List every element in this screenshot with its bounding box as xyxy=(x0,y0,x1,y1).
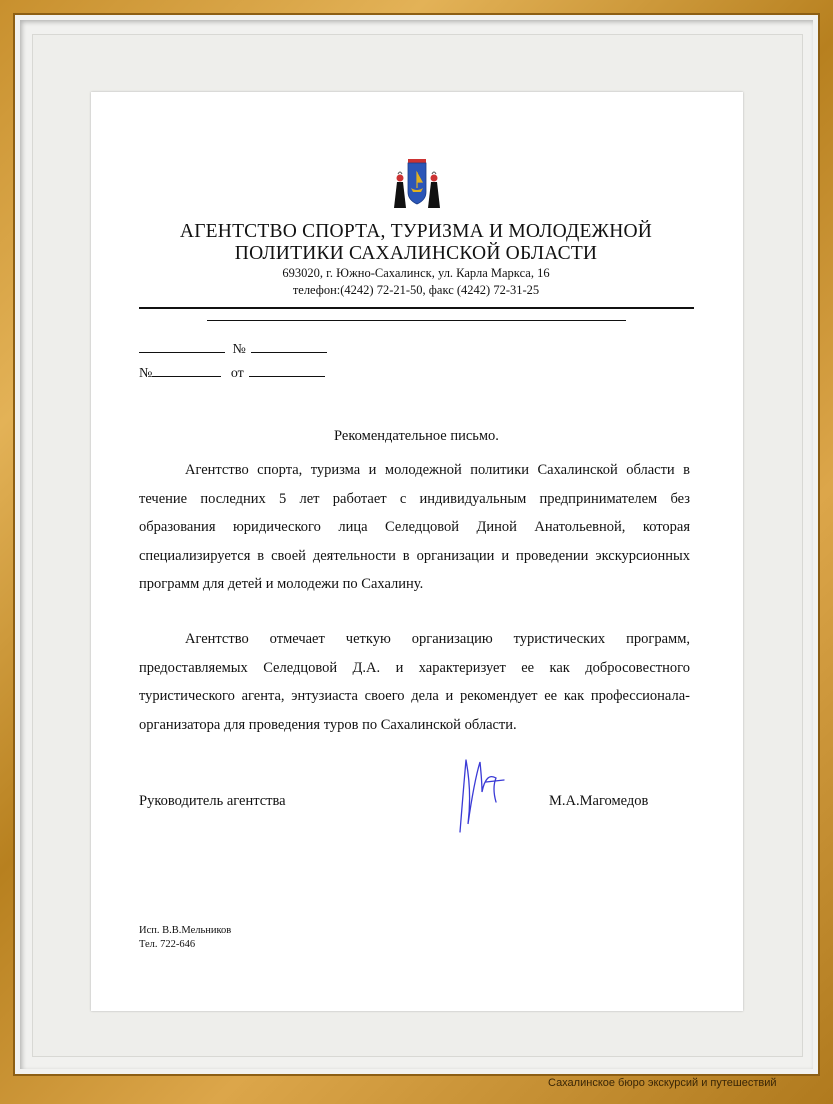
header-divider-thin xyxy=(207,320,626,321)
ref-number-sign: № xyxy=(139,366,153,381)
executor-block xyxy=(139,924,231,952)
signatory-position: Руководитель агентства xyxy=(139,793,286,809)
date-blank xyxy=(139,340,225,353)
number-sign: № xyxy=(232,342,246,357)
sakhalin-coat-of-arms-icon xyxy=(389,158,445,214)
paragraph-2-text: Агентство отмечает четкую организацию туристических программ, предоставляемых Селедцовой Д.А. и характеризует ее как добросовестного туристического агента, энтузиаста своего дела и рекомендует ее как профессионала-организатора для проведения туров по Сахалинской области. xyxy=(139,631,690,733)
site-watermark: Сахалинское бюро экскурсий и путешествий xyxy=(548,1077,777,1089)
ref-date-blank xyxy=(249,364,325,377)
agency-phone-fax: телефон:(4242) 72-21-50, факс (4242) 72-31-25 xyxy=(292,283,540,297)
letter-paragraph-2 xyxy=(139,625,690,739)
ref-number-blank xyxy=(152,364,221,377)
letter-paragraph-1 xyxy=(139,456,690,599)
paragraph-1-text: Агентство спорта, туризма и молодежной политики Сахалинской области в течение последних 5 лет работает с индивидуальным предпринимателем без образования юридического лица Селедцовой Диной Анатольевной, которая специализируется в своей деятельности в организации и проведении экскурсионных программ для детей и молодежи по Сахалину. xyxy=(139,462,690,592)
header-divider-thick xyxy=(139,307,694,309)
executor-name: Исп. В.В.Мельников xyxy=(139,925,232,936)
signatory-name: М.А.Магомедов xyxy=(549,793,649,809)
outgoing-number-row xyxy=(139,340,327,358)
agency-address: 693020, г. Южно-Сахалинск, ул. Карла Маркса, 16 xyxy=(282,266,550,280)
letter-title: Рекомендательное письмо. xyxy=(334,428,499,444)
handwritten-signature xyxy=(452,752,512,842)
from-label: от xyxy=(230,366,244,381)
incoming-reference-row xyxy=(139,364,325,382)
agency-title-line1: АГЕНТСТВО СПОРТА, ТУРИЗМА И МОЛОДЕЖНОЙ xyxy=(179,221,653,242)
agency-title-line2: ПОЛИТИКИ САХАЛИНСКОЙ ОБЛАСТИ xyxy=(234,243,598,264)
number-blank xyxy=(251,340,327,353)
executor-phone: Тел. 722-646 xyxy=(139,939,196,950)
